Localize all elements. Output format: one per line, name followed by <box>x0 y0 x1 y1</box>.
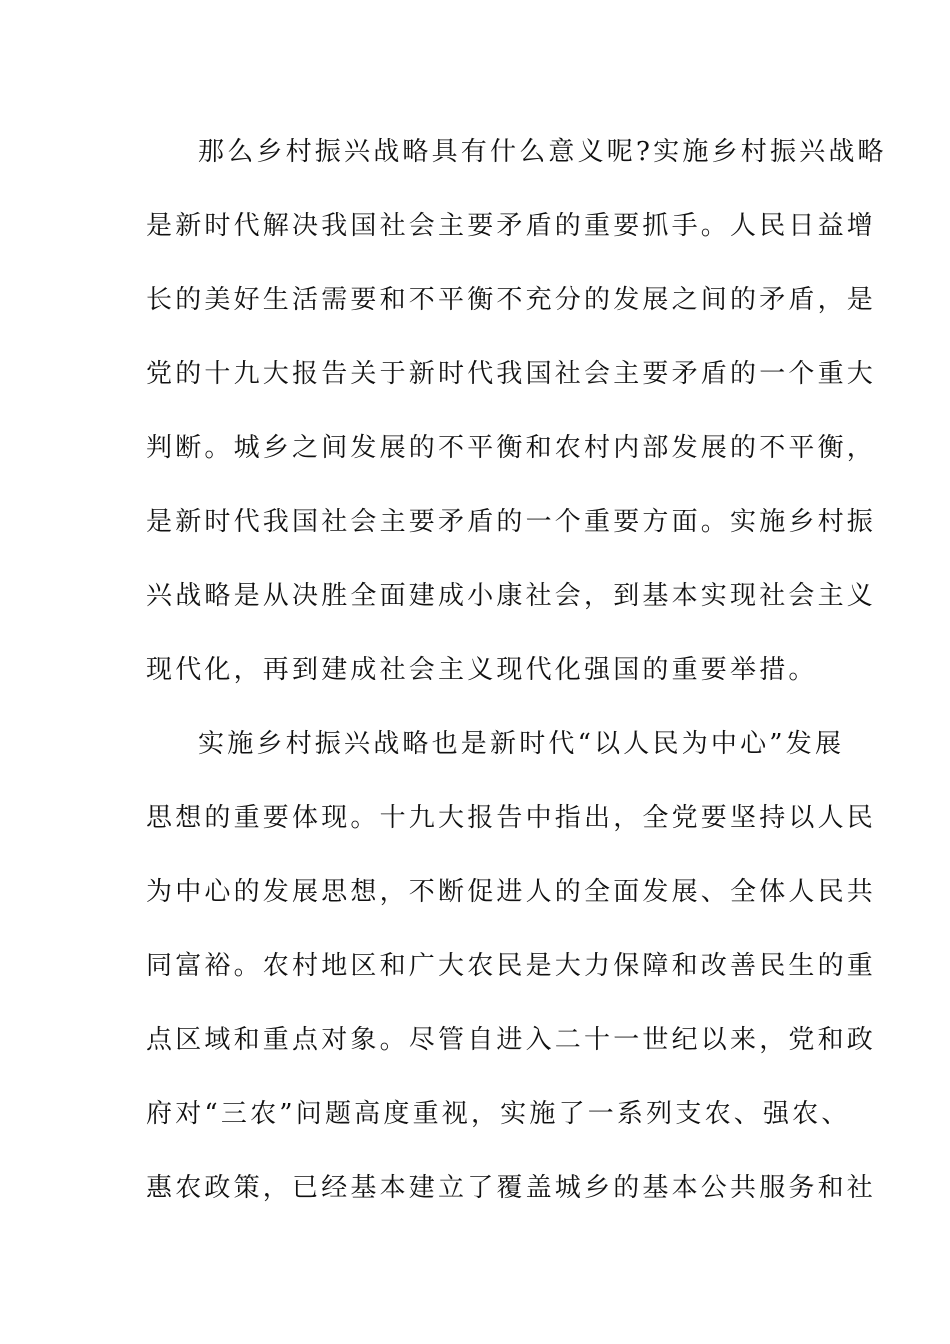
paragraph-2-line-3: 为中心的发展思想，不断促进人的全面发展、全体人民共 <box>146 877 877 907</box>
paragraph-2-line-2: 思想的重要体现。十九大报告中指出，全党要坚持以人民 <box>146 803 877 833</box>
paragraph-2-line-6: 府对“三农”问题高度重视，实施了一系列支农、强农、 <box>146 1099 851 1129</box>
body-text <box>146 128 887 1238</box>
paragraph-1-line-7: 兴战略是从决胜全面建成小康社会，到基本实现社会主义 <box>146 581 877 611</box>
paragraph-2-line-1: 实施乡村振兴战略也是新时代“以人民为中心”发展 <box>198 729 845 759</box>
paragraph-1-line-4: 党的十九大报告关于新时代我国社会主要矛盾的一个重大 <box>146 359 877 389</box>
paragraph-1-line-5: 判断。城乡之间发展的不平衡和农村内部发展的不平衡， <box>146 433 877 463</box>
paragraph-1-line-2: 是新时代解决我国社会主要矛盾的重要抓手。人民日益增 <box>146 211 877 241</box>
paragraph-2-line-4: 同富裕。农村地区和广大农民是大力保障和改善民生的重 <box>146 951 877 981</box>
paragraph-2-line-7: 惠农政策，已经基本建立了覆盖城乡的基本公共服务和社 <box>146 1173 877 1203</box>
paragraph-1-line-1: 那么乡村振兴战略具有什么意义呢?实施乡村振兴战略 <box>198 137 887 167</box>
paragraph-2-line-5: 点区域和重点对象。尽管自进入二十一世纪以来，党和政 <box>146 1025 877 1055</box>
paragraph-1-line-8: 现代化，再到建成社会主义现代化强国的重要举措。 <box>146 655 818 685</box>
paragraph-1-line-6: 是新时代我国社会主要矛盾的一个重要方面。实施乡村振 <box>146 507 877 537</box>
paragraph-1-line-3: 长的美好生活需要和不平衡不充分的发展之间的矛盾，是 <box>146 285 877 315</box>
